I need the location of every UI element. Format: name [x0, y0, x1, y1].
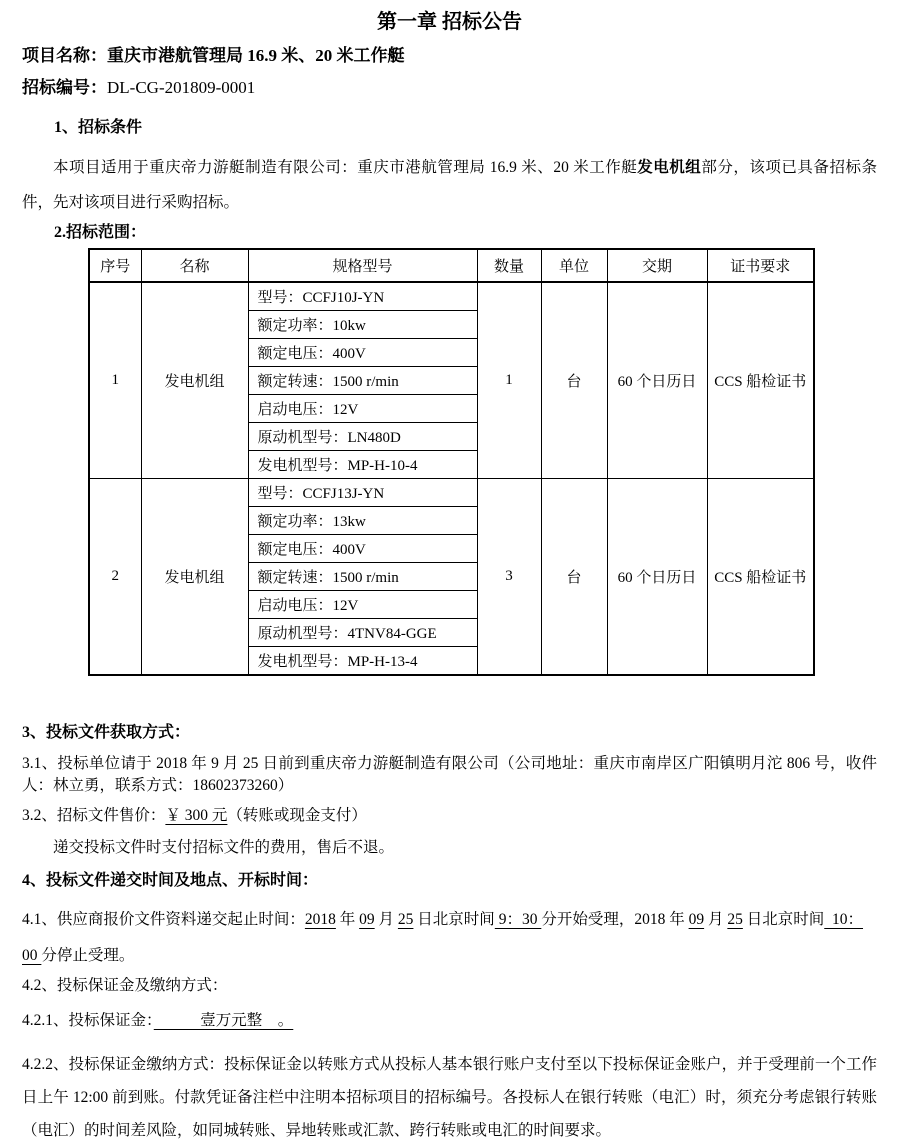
- cell-unit-2: 台: [541, 479, 607, 676]
- start-year: 2018: [304, 911, 336, 928]
- text-segment: 日北京时间: [413, 911, 495, 928]
- section-1-text-before: 本项目适用于重庆帝力游艇制造有限公司：重庆市港航管理局 16.9 米、20 米工作艇: [53, 159, 638, 176]
- paragraph-4-2: 4.2、投标保证金及缴纳方式：: [22, 977, 228, 994]
- end-time-minute: 00: [22, 947, 42, 964]
- section-1-heading: 1、招标条件: [54, 119, 143, 136]
- col-header-qty: 数量: [477, 249, 541, 282]
- text-segment: 日北京时间: [742, 911, 825, 928]
- spec-cell: 型号：CCFJ10J-YN: [248, 282, 477, 311]
- deposit-label: 4.2.1、投标保证金：: [22, 1012, 154, 1029]
- spec-cell: 额定电压：400V: [248, 535, 477, 563]
- spec-cell: 额定转速：1500 r/min: [248, 367, 477, 395]
- tender-number-value: DL-CG-201809-0001: [107, 78, 256, 97]
- spec-cell: 原动机型号：LN480D: [248, 423, 477, 451]
- paragraph-4-2-1: [22, 1010, 877, 1032]
- end-time-hour: 10：: [824, 911, 864, 928]
- doc-price-note: （转账或现金支付）: [227, 807, 367, 824]
- cell-qty-2: 3: [477, 479, 541, 676]
- end-month: 09: [688, 911, 705, 928]
- cell-cert-1: CCS 船检证书: [707, 282, 814, 479]
- tender-number-label: 招标编号：: [22, 78, 107, 97]
- paragraph-4-1: [22, 902, 877, 974]
- text-segment: 月: [374, 911, 398, 928]
- tender-scope-table: [88, 248, 815, 676]
- col-header-delivery: 交期: [607, 249, 707, 282]
- section-2-heading: 2.招标范围：: [54, 224, 147, 241]
- paragraph-3-2: [22, 805, 877, 827]
- section-4-heading: 4、投标文件递交时间及地点、开标时间：: [22, 872, 319, 889]
- cell-seq-1: 1: [89, 282, 141, 479]
- start-day: 25: [397, 911, 414, 928]
- spec-cell: 型号：CCFJ13J-YN: [248, 479, 477, 507]
- cell-delivery-1: 60 个日历日: [607, 282, 707, 479]
- spec-cell: 额定转速：1500 r/min: [248, 563, 477, 591]
- spec-cell: 启动电压：12V: [248, 395, 477, 423]
- col-header-spec: 规格型号: [248, 249, 477, 282]
- cell-unit-1: 台: [541, 282, 607, 479]
- doc-price-label: 3.2、招标文件售价：: [22, 807, 166, 824]
- table-header-row: [89, 249, 814, 282]
- spec-cell: 发电机型号：MP-H-13-4: [248, 647, 477, 676]
- paragraph-4-2-2: 4.2.2、投标保证金缴纳方式：投标保证金以转账方式从投标人基本银行账户支付至以下投标保证金账户，并于受理前一个工作日上午 12:00 前到账。付款凭证备注栏中注明本招标项目的招标编号。各投标人在银行转账（电汇）时，须充分考虑银行转账（电汇）的时间差风险，如同城转账、异地转账或汇款、跨行转账或电汇的时间要求。: [22, 1056, 877, 1139]
- spec-cell: 原动机型号：4TNV84-GGE: [248, 619, 477, 647]
- spec-cell: 发电机型号：MP-H-10-4: [248, 451, 477, 479]
- col-header-cert: 证书要求: [707, 249, 814, 282]
- section-1-text-after: 部分，该项已具备招标条件，先对该项目进行采购招标。: [22, 159, 877, 211]
- spec-cell: 启动电压：12V: [248, 591, 477, 619]
- deposit-amount-blank: 壹万元整 。: [153, 1012, 294, 1029]
- page-title: 第一章 招标公告: [377, 11, 522, 33]
- col-header-name: 名称: [141, 249, 248, 282]
- cell-delivery-2: 60 个日历日: [607, 479, 707, 676]
- cell-seq-2: 2: [89, 479, 141, 676]
- cell-cert-2: CCS 船检证书: [707, 479, 814, 676]
- project-name-label: 项目名称：: [22, 46, 107, 65]
- col-header-seq: 序号: [89, 249, 141, 282]
- section-1-text-bold: 发电机组: [637, 159, 702, 176]
- cell-qty-1: 1: [477, 282, 541, 479]
- text-segment: 分开始受理，2018 年: [541, 911, 689, 928]
- table-row: [89, 479, 814, 507]
- tender-number-line: [22, 77, 877, 99]
- cell-name-1: 发电机组: [141, 282, 248, 479]
- project-name-value: 重庆市港航管理局 16.9 米、20 米工作艇: [107, 46, 405, 65]
- section-3-heading: 3、投标文件获取方式：: [22, 724, 191, 741]
- start-month: 09: [359, 911, 375, 928]
- end-day: 25: [727, 911, 743, 928]
- start-time: 9：30: [494, 911, 542, 928]
- spec-cell: 额定功率：10kw: [248, 311, 477, 339]
- col-header-unit: 单位: [541, 249, 607, 282]
- text-segment: 分停止受理。: [41, 947, 135, 964]
- table-row: [89, 282, 814, 311]
- submission-time-label: 4.1、供应商报价文件资料递交起止时间：: [22, 911, 305, 928]
- spec-cell: 额定功率：13kw: [248, 507, 477, 535]
- doc-price-value: ￥ 300 元: [165, 807, 228, 824]
- spec-cell: 额定电压：400V: [248, 339, 477, 367]
- paragraph-3-1: 3.1、投标单位请于 2018 年 9 月 25 日前到重庆帝力游艇制造有限公司（公司地址：重庆市南岸区广阳镇明月沱 806 号，收件人：林立勇，联系方式：18602373260）: [22, 755, 877, 794]
- cell-name-2: 发电机组: [141, 479, 248, 676]
- project-name-line: [22, 45, 877, 67]
- text-segment: 年: [335, 911, 360, 928]
- section-1-paragraph: [22, 150, 877, 220]
- text-segment: 月: [704, 911, 728, 928]
- fee-note-paragraph: 递交投标文件时支付招标文件的费用，售后不退。: [53, 839, 395, 856]
